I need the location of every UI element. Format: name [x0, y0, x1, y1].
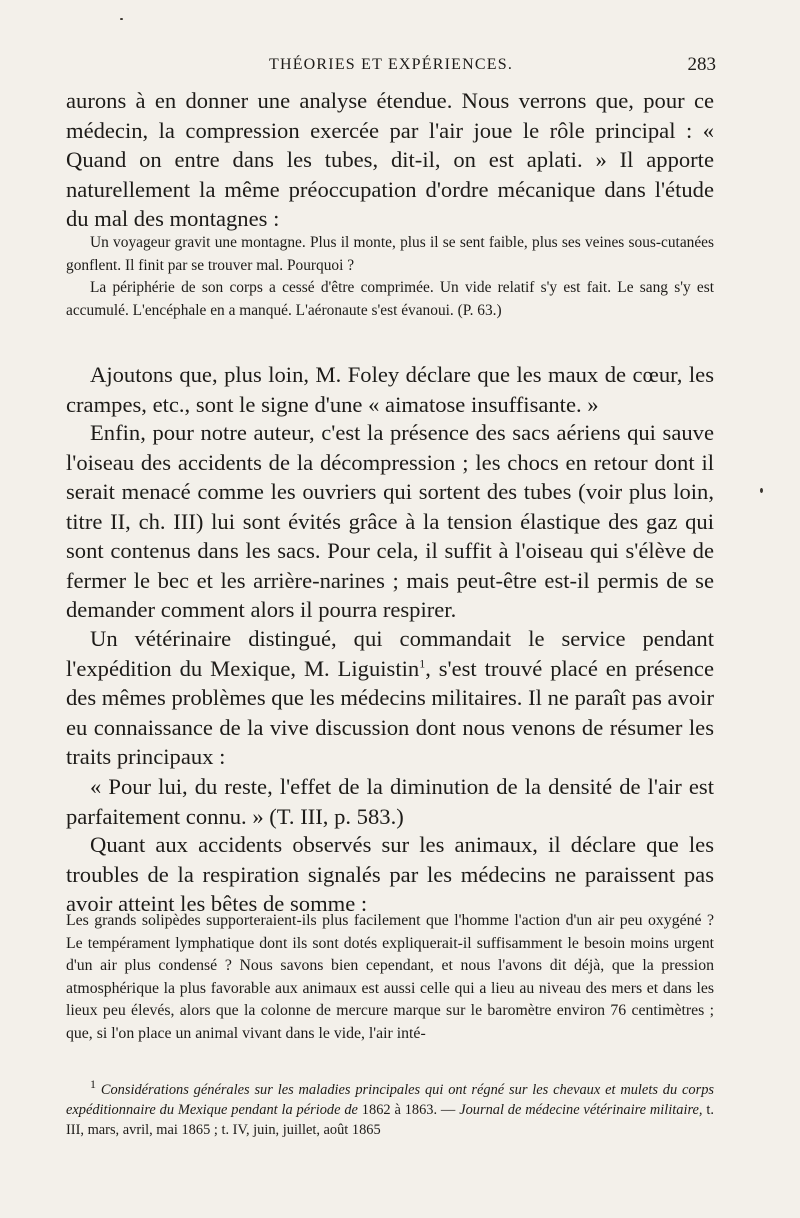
running-title: THÉORIES ET EXPÉRIENCES. — [268, 56, 514, 73]
quote-1-block — [66, 232, 714, 322]
paragraph-5-block — [66, 772, 714, 831]
footnote — [66, 1077, 714, 1140]
footnote-mark: 1 — [90, 1077, 96, 1092]
page-number: 283 — [687, 54, 716, 75]
page-header — [66, 52, 716, 78]
footnote-details: t. III, mars, avril, mai 1865 ; t. IV, juin, juillet, août 1865 — [66, 1102, 714, 1138]
paragraph-3: Enfin, pour notre auteur, c'est la présence des sacs aériens qui sauve l'oiseau des accidents de la décompression ; les chocs en retour dont il serait menacé comme les ouvriers qui sortent des tubes (voir plus loin, titre II, ch. III) lui sont évités grâce à la tension élastique des gaz qui sont contenus dans les sacs. Pour cela, il suffit à l'oiseau qui s'élève de fermer le bec et les arrière-narines ; mais peut-être est-il permis de se demander comment alors il pourra respirer. — [66, 420, 714, 622]
paragraph-4-block — [66, 624, 714, 772]
paragraph-4 — [66, 624, 714, 772]
paragraph-4-rest: , s'est trouvé placé en présence des mêmes problèmes que les médecins militaires. Il ne paraît pas avoir eu connaissance de la vive discussion dont nous venons de résumer les traits principaux : — [66, 655, 714, 769]
print-speck — [120, 18, 123, 20]
quote-2-paragraph: Les grands solipèdes supporteraient-ils plus facilement que l'homme l'action d'un air peu oxygéné ? Le tempérament lymphatique dont ils sont dotés expliquerait-il suffisamment le besoin moins urgent d'un air plus condensé ? Nous savons bien cependant, et nous l'avons dit déjà, que la pression atmosphérique la plus favorable aux animaux est aussi celle qui a lieu au niveau des mers et dans les lieux peu élevés, alors que la colonne de mercure marque sur le baromètre environ 76 centimètres ; que, si l'on place un animal vivant dans le vide, l'air inté- — [66, 912, 714, 1042]
paragraph-3-block — [66, 418, 714, 625]
paragraph-1: aurons à en donner une analyse étendue. Nous verrons que, pour ce médecin, la compression exercée par l'air joue le rôle principal : « Quand on entre dans les tubes, dit-il, on est aplati. » Il apporte naturellement la même préoccupation d'ordre mécanique dans l'étude du mal des montagnes : — [66, 88, 714, 231]
quote-1-paragraph-a: Un voyageur gravit une montagne. Plus il monte, plus il se sent faible, plus ses veines sous-cutanées gonflent. Il finit par se trouver mal. Pourquoi ? — [66, 234, 714, 274]
footnote-journal: Journal de médecine vétérinaire militaire, — [459, 1102, 703, 1118]
paragraph-2-block — [66, 360, 714, 419]
footnote-title: Considérations générales sur les maladies principales qui ont régné sur les chevaux et mulets du corps expéditionnaire du Mexique pendant la période de — [66, 1082, 714, 1118]
paragraph-5: « Pour lui, du reste, l'effet de la diminution de la densité de l'air est parfaitement connu. » (T. III, p. 583.) — [66, 774, 714, 829]
paragraph-2: Ajoutons que, plus loin, M. Foley déclare que les maux de cœur, les crampes, etc., sont le signe d'une « aimatose insuffisante. » — [66, 362, 714, 417]
footnote-years: 1862 à 1863. — — [357, 1102, 456, 1118]
paragraph-1-block — [66, 86, 714, 234]
print-speck — [760, 488, 763, 493]
quote-1-paragraph-b: La périphérie de son corps a cessé d'être comprimée. Un vide relatif s'y est fait. Le sang s'y est accumulé. L'encéphale en a manqué. L'aéronaute s'est évanoui. (P. 63.) — [66, 279, 714, 319]
footnote-reference: 1 — [419, 655, 426, 670]
paragraph-6-block — [66, 830, 714, 919]
paragraph-4-text: Un vétérinaire distingué, qui commandait le service pendant l'expédition du Mexique, M. Liguistin — [66, 626, 714, 681]
footnote-block — [66, 1077, 714, 1140]
paragraph-6: Quant aux accidents observés sur les animaux, il déclare que les troubles de la respiration signalés par les médecins ne paraissent pas avoir atteint les bêtes de somme : — [66, 832, 714, 916]
quote-2-block — [66, 910, 714, 1045]
